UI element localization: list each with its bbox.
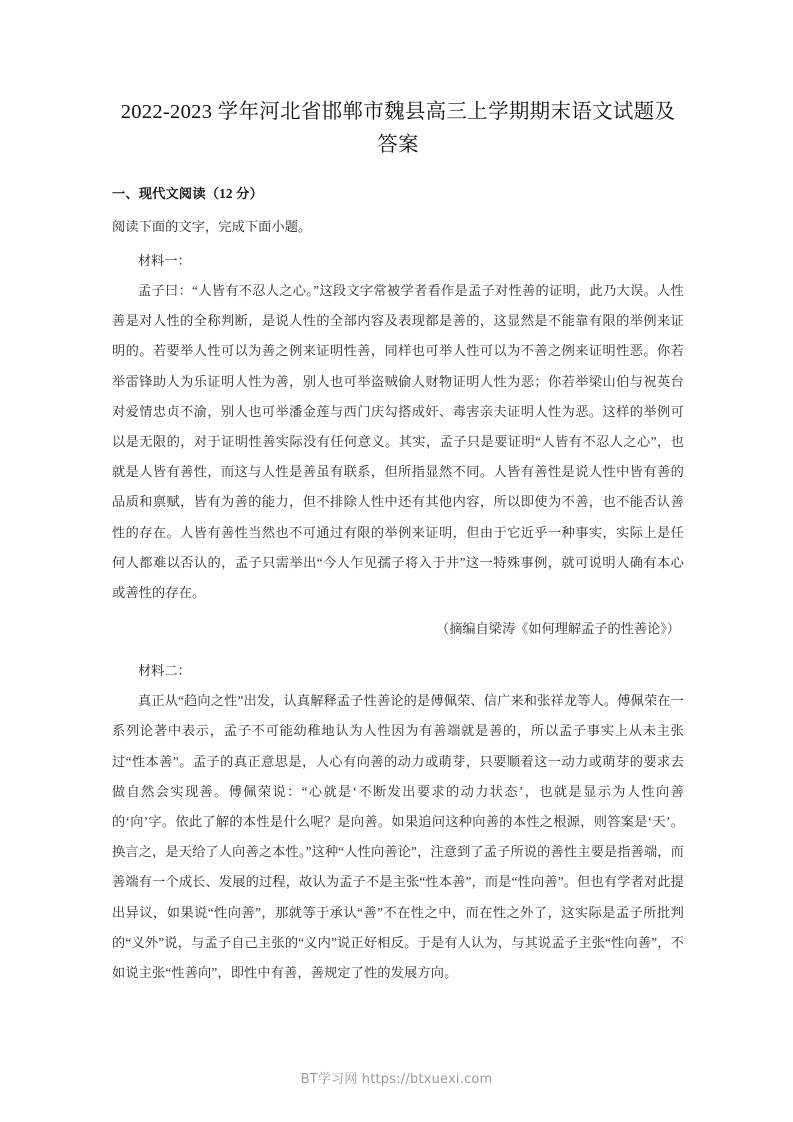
material-one-attribution: （摘编自梁涛《如何理解孟子的性善论》） <box>436 621 680 637</box>
footer-watermark: BT学习网 https://btxuexi.com <box>300 1072 493 1087</box>
section-heading: 一、现代文阅读（12 分） <box>112 186 263 201</box>
material-label-one: 材料一： <box>138 253 191 268</box>
material-two-paragraph: 真正从“趋向之性”出发，认真解释孟子性善论的是傅佩荣、信广来和张祥龙等人。傅佩荣在一系列论著中表示，孟子不可能幼稚地认为人性因为有善端就是善的，所以孟子事实上从未主张过“性本善”。孟子的真正意思是，人心有向善的动力或萌芽，只要顺着这一动力或萌芽的要求去做自然会实现善。傅佩荣说：“心就是‘不断发出要求的动力状态’，也就是显示为人性向善的‘向’字。依此了解的本性是什么呢？是向善。如果追问这种向善的本性之根源，则答案是‘天’。换言之，是天给了人向善之本性。”这种“人性向善论”，注意到了孟子所说的善性主要是指善端，而善端有一个成长、发展的过程，故认为孟子不是主张“性本善”，而是“性向善”。但也有学者对此提出异议，如果说“性向善”，那就等于承认“善”不在性之中，而在性之外了，这实际是孟子所批判的“义外”说，与孟子自己主张的“义内”说正好相反。于是有人认为，与其说孟子主张“性向善”，不如说主张“性善向”，即性中有善，善规定了性的发展方向。 <box>112 693 684 981</box>
material-label-two: 材料二： <box>138 663 191 679</box>
document-body <box>112 182 684 988</box>
instruction-text: 阅读下面的文字，完成下面小题。 <box>112 219 312 234</box>
material-one-paragraph: 孟子曰：“人皆有不忍人之心。”这段文字常被学者看作是孟子对性善的证明，此乃大误。人性善是对人性的全称判断，是说人性的全部内容及表现都是善的，这显然是不能靠有限的举例来证明的。若要举人性可以为善之例来证明性善，同样也可举人性可以为不善之例来证明性恶。你若举雷锋助人为乐证明人性为善，别人也可举盗贼偷人财物证明人性为恶；你若举梁山伯与祝英台对爱情忠贞不渝，别人也可举潘金莲与西门庆勾搭成奸、毒害亲夫证明人性为恶。这样的举例可以是无限的，对于证明性善实际没有任何意义。其实，孟子只是要证明“人皆有不忍人之心”，也就是人皆有善性，而这与人性是善虽有联系，但所指显然不同。人皆有善性是说人性中皆有善的品质和禀赋，皆有为善的能力，但不排除人性中还有其他内容，所以即使为不善，也不能否认善性的存在。人皆有善性当然也不可通过有限的举例来证明，但由于它近乎一种事实，实际上是任何人都难以否认的，孟子只需举出“今人乍见孺子将入于井”这一特殊事例，就可说明人确有本心或善性的存在。 <box>112 283 684 601</box>
page-title: 2022-2023 学年河北省邯郸市魏县高三上学期期末语文试题及答案 <box>120 101 676 156</box>
spacer <box>112 646 684 656</box>
